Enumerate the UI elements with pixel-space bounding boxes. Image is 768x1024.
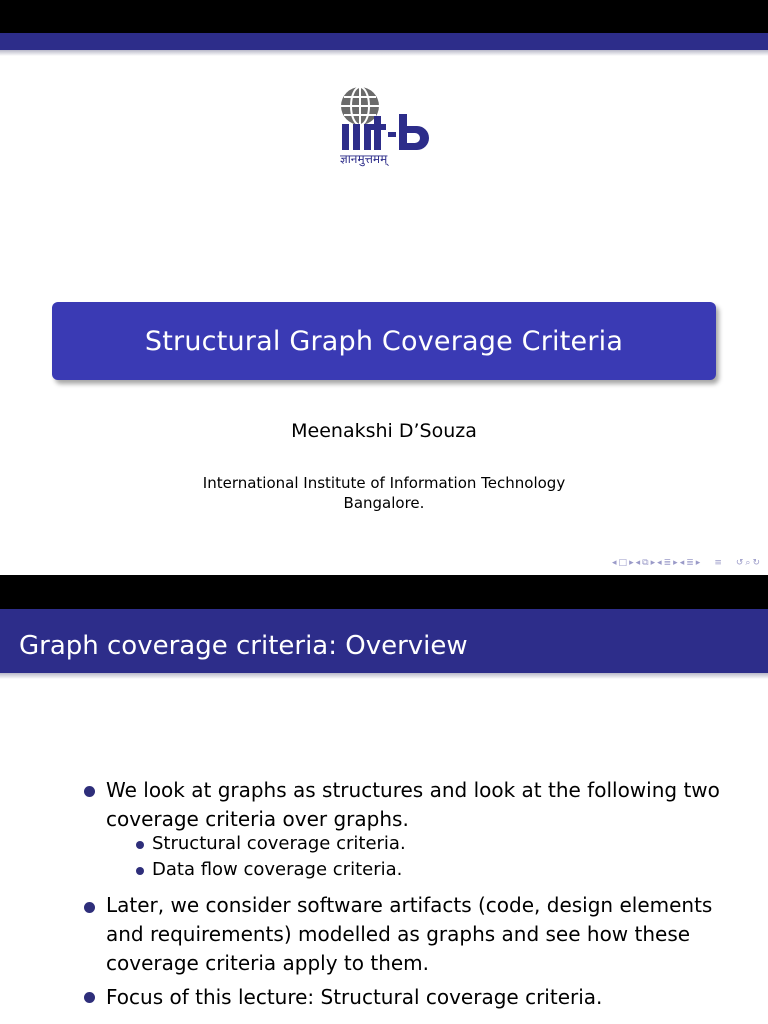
left-arrow-icon[interactable]: ◂ bbox=[635, 558, 641, 568]
globe-icon bbox=[341, 87, 379, 125]
bullet-icon bbox=[84, 786, 95, 797]
header-shadow bbox=[0, 50, 768, 56]
bullet-item-1: We look at graphs as structures and look at the following two coverage criteria over graphs. bbox=[106, 778, 720, 831]
frame-title: Graph coverage criteria: Overview bbox=[19, 631, 468, 661]
sub-item-2: Data flow coverage criteria. bbox=[152, 859, 403, 880]
author-name: Meenakshi D’Souza bbox=[291, 420, 477, 442]
right-arrow-icon[interactable]: ▸ bbox=[695, 558, 701, 568]
header-black-bar bbox=[0, 0, 768, 33]
subsection-icon[interactable]: ⧉ bbox=[642, 558, 649, 568]
sub-bullet-icon bbox=[136, 867, 144, 875]
bullet-icon bbox=[84, 902, 95, 913]
institute-city: Bangalore. bbox=[343, 494, 425, 512]
overview-slide bbox=[0, 575, 768, 1024]
left-arrow-icon[interactable]: ◂ bbox=[612, 558, 617, 568]
search-icon[interactable]: ⌕ bbox=[745, 558, 751, 568]
institute-name: International Institute of Information Technology bbox=[202, 474, 566, 492]
title-box bbox=[52, 302, 716, 380]
beamer-navigation[interactable] bbox=[612, 556, 760, 570]
section-icon[interactable]: ≣ bbox=[686, 558, 694, 568]
right-arrow-icon[interactable]: ▸ bbox=[650, 558, 656, 568]
presentation-title: Structural Graph Coverage Criteria bbox=[144, 325, 624, 357]
slide-content bbox=[0, 575, 768, 1024]
right-arrow-icon[interactable]: ▸ bbox=[673, 558, 678, 568]
frame-icon[interactable]: □ bbox=[618, 558, 628, 568]
header-blue-bar bbox=[0, 33, 768, 50]
left-arrow-icon[interactable]: ◂ bbox=[657, 558, 662, 568]
institute bbox=[0, 473, 768, 513]
left-arrow-icon[interactable]: ◂ bbox=[679, 558, 685, 568]
bullet-item-2: Later, we consider software artifacts (code, design elements and requirements) modelled as graphs and see how these coverage criteria apply to them. bbox=[106, 893, 713, 975]
right-arrow-icon[interactable]: ▸ bbox=[629, 558, 634, 568]
bullet-icon bbox=[84, 992, 95, 1003]
section-icon[interactable]: ≣ bbox=[663, 558, 672, 568]
undo-icon[interactable]: ↺ bbox=[735, 558, 744, 568]
align-icon[interactable]: ≡ bbox=[714, 558, 722, 568]
redo-icon[interactable]: ↻ bbox=[752, 558, 760, 568]
sub-item-1: Structural coverage criteria. bbox=[152, 833, 406, 854]
sub-bullet-icon bbox=[136, 841, 144, 849]
logo-caption: ज्ञानमुत्तमम् bbox=[340, 152, 388, 166]
bullet-item-3: Focus of this lecture: Structural coverage criteria. bbox=[106, 985, 603, 1009]
